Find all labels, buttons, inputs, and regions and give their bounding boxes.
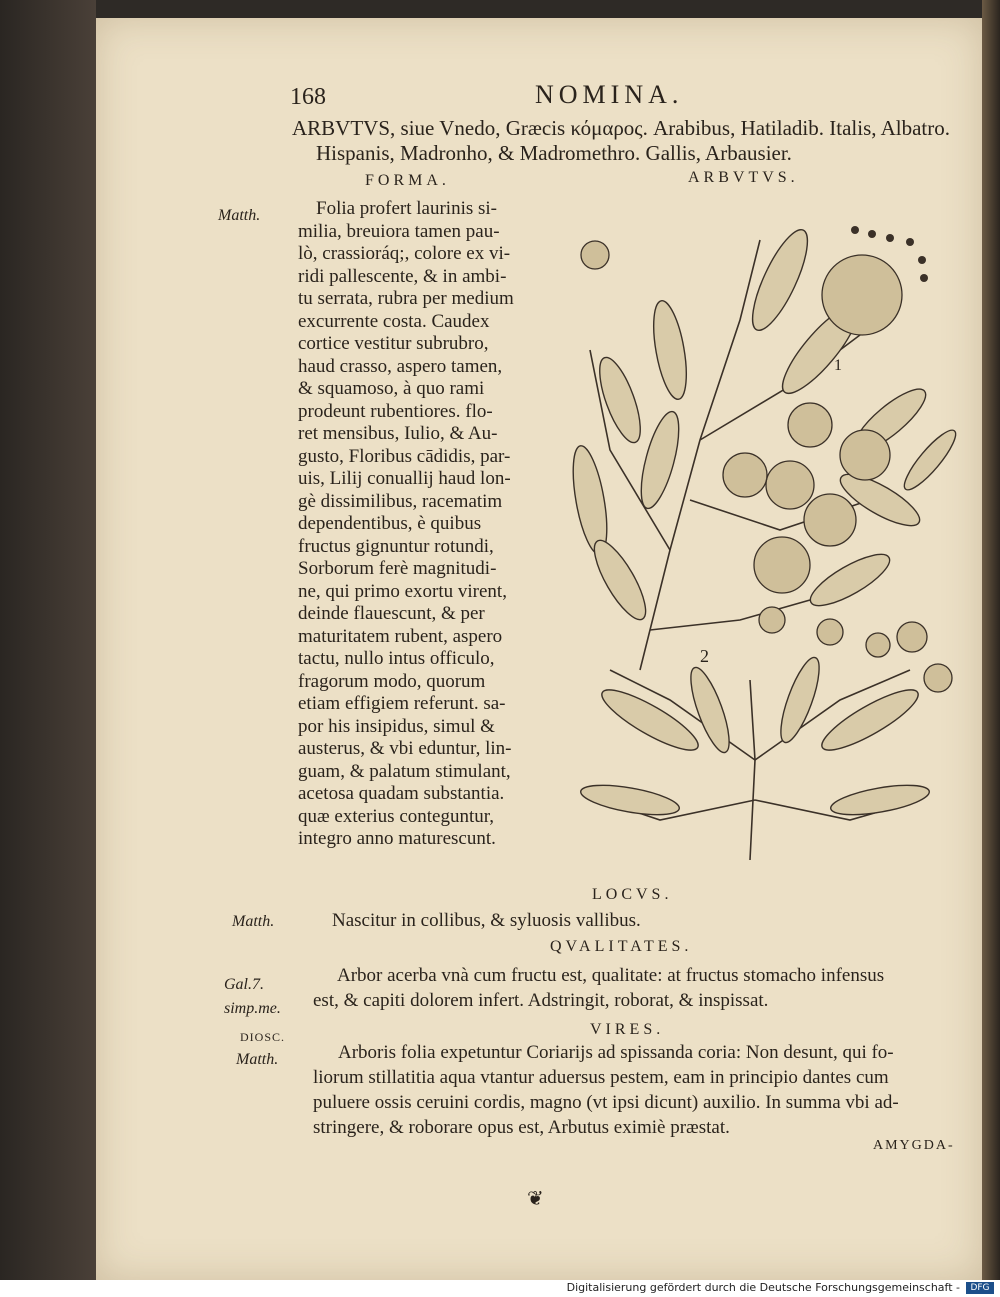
book-edge-left [0,0,96,1297]
forma-line: ridi pallescente, & in ambi- [298,265,507,287]
margin-note-simp: simp.me. [224,1000,281,1017]
plate-label-2: 2 [700,646,709,666]
vires-line-3: puluere ossis ceruini cordis, magno (vt ipsi dicunt) auxilio. In summa vbi ad- [313,1092,899,1113]
forma-line: tactu, nullo intus officulo, [298,648,495,669]
qualitates-line-2: est, & capiti dolorem infert. Adstringit, roborat, & inspissat. [313,990,769,1011]
section-heading-locus: LOCVS. [592,886,673,903]
forma-line: prodeunt rubentiores. flo- [298,400,493,422]
forma-line: maturitatem rubent, aspero [298,625,503,647]
margin-note-gal: Gal.7. [224,976,264,993]
forma-line: & squamoso, à quo rami [298,378,485,399]
names-line-1: ARBVTVS, siue Vnedo, Græcis κόμαρος. Arabibus, Hatiladib. Italis, Albatro. [292,116,950,140]
forma-line: fructus gignuntur rotundi, [298,535,494,557]
running-head: NOMINA. [535,80,684,109]
forma-line: uis, Lilij conuallij haud lon- [298,468,511,489]
forma-line: guam, & palatum stimulant, [298,760,511,782]
forma-line: etiam effigiem referunt. sa- [298,693,506,714]
forma-line: lò, crassioráq;, colore ex vi- [298,243,511,264]
names-line-2: Hispanis, Madronho, & Madromethro. Gallis, Arbausier. [316,141,792,165]
book-edge-right [982,0,1000,1297]
vires-line-4: stringere, & roborare opus est, Arbutus eximiè præstat. [313,1117,730,1138]
forma-line: cortice vestitur subrubro, [298,333,489,354]
margin-note-matth: Matth. [218,207,261,224]
footer-credit: Digitalisierung gefördert durch die Deutsche Forschungsgemeinschaft - [566,1281,960,1294]
forma-paragraph [298,198,514,851]
forma-line: quæ exterius conteguntur, [298,805,495,827]
printers-ornament: ❦ [527,1188,544,1210]
arbutus-woodcut-illustration [550,200,960,880]
margin-note-matth-2: Matth. [232,913,275,930]
section-heading-vires: VIRES. [590,1021,665,1038]
plate-title: ARBVTVS. [688,169,799,186]
section-heading-qualitates: QVALITATES. [550,938,693,955]
forma-line: haud crasso, aspero tamen, [298,355,503,377]
forma-line: ne, qui primo exortu virent, [298,580,507,602]
forma-line: milia, breuiora tamen pau- [298,220,500,242]
margin-note-matth-3: Matth. [236,1051,279,1068]
catchword: AMYGDA- [873,1138,955,1153]
forma-line: Sorborum ferè magnitudi- [298,558,497,579]
forma-line: gusto, Floribus cādidis, par- [298,445,511,467]
plate-label-1: 1 [834,357,842,374]
forma-line: excurrente costa. Caudex [298,310,490,332]
forma-line: deinde flauescunt, & per [298,603,485,624]
dfg-logo: DFG [966,1282,994,1294]
forma-line: gè dissimilibus, racematim [298,490,503,512]
vires-line-1: Arboris folia expetuntur Coriarijs ad spissanda coria: Non desunt, qui fo- [338,1042,894,1063]
forma-line: tu serrata, rubra per medium [298,288,514,309]
forma-line: acetosa quadam substantia. [298,783,505,804]
qualitates-line-1: Arbor acerba vnà cum fructu est, qualitate: at fructus stomacho infensus [337,965,885,986]
forma-line: por his insipidus, simul & [298,715,495,737]
forma-line: ret mensibus, Iulio, & Au- [298,423,498,444]
page-number: 168 [290,84,326,110]
forma-line: integro anno maturescunt. [298,828,496,849]
forma-line: dependentibus, è quibus [298,513,482,534]
section-heading-forma: FORMA. [365,172,450,189]
forma-line: Folia profert laurinis si- [316,198,497,219]
forma-line: fragorum modo, quorum [298,670,486,692]
forma-line: austerus, & vbi eduntur, lin- [298,738,512,759]
vires-line-2: liorum stillatitia aqua vtantur aduersus pestem, eam in principio dantes cum [313,1067,889,1088]
locus-text: Nascitur in collibus, & syluosis vallibus. [332,910,641,931]
margin-note-diosc: DIOSC. [240,1030,286,1044]
